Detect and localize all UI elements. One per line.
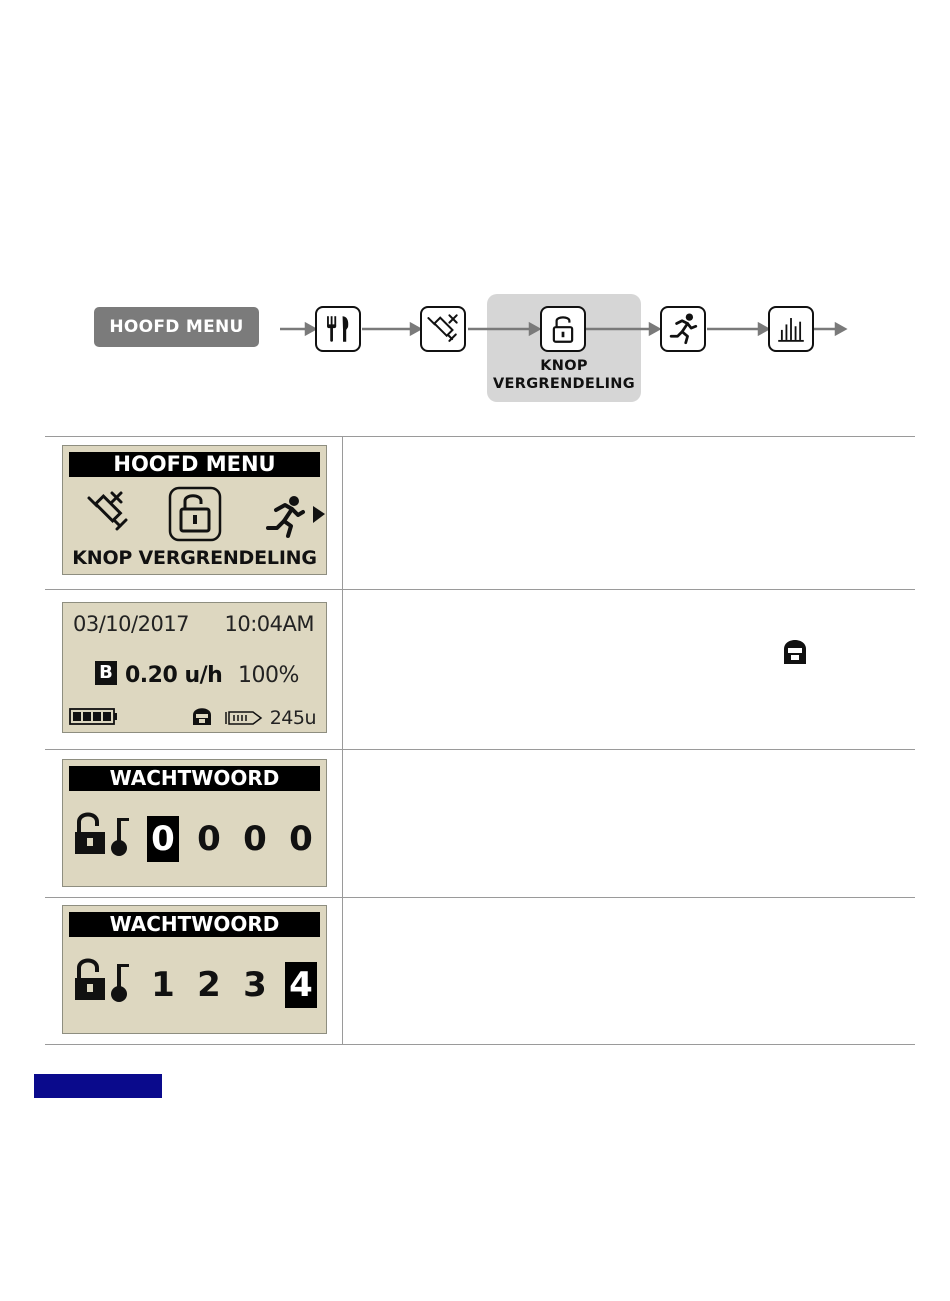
- lcd-rate-value: 0.20 u/h: [125, 663, 223, 688]
- password-digit: 0: [197, 819, 221, 859]
- syringe-cancel-icon: [420, 306, 466, 352]
- navigation-link-bar[interactable]: [34, 1074, 162, 1098]
- bar-chart-icon: [768, 306, 814, 352]
- lcd-percent: 100%: [238, 663, 299, 688]
- key-icon: [111, 964, 129, 1002]
- password-digit: 3: [243, 965, 267, 1005]
- lcd-reservoir: 245u: [269, 707, 316, 729]
- key-icon: [111, 818, 129, 856]
- password-digit-selected: 0: [147, 816, 179, 862]
- password-digit: 0: [243, 819, 267, 859]
- battery-icon: [70, 709, 117, 724]
- lcd-password-done-screen: [62, 905, 327, 1034]
- running-person-icon: [660, 306, 706, 352]
- meal-icon: [315, 306, 361, 352]
- padlock-icon: [540, 306, 586, 352]
- table-row: [45, 897, 915, 1045]
- table-row: [45, 436, 915, 590]
- lcd-title: HOOFD MENU: [69, 452, 320, 477]
- flow-connectors: [0, 0, 950, 420]
- syringe-cancel-icon: [89, 493, 126, 529]
- lcd-title: WACHTWOORD: [69, 912, 320, 937]
- lock-icon: [782, 638, 808, 666]
- lcd-date: 03/10/2017: [73, 612, 190, 636]
- table-row: [45, 749, 915, 898]
- password-digit: 2: [197, 965, 221, 1005]
- lcd-menu-screen: [62, 445, 327, 575]
- password-digit: 1: [151, 965, 175, 1005]
- lock-icon: [193, 708, 211, 725]
- running-person-icon: [268, 496, 303, 536]
- lcd-mode-badge: B: [95, 661, 117, 685]
- lcd-title: WACHTWOORD: [69, 766, 320, 791]
- lcd-caption: KNOP VERGRENDELING: [72, 547, 317, 569]
- lcd-home-screen: [62, 602, 327, 733]
- highlighted-step-label: [487, 357, 641, 393]
- padlock-icon: [170, 488, 220, 540]
- highlighted-step-label-line1: KNOP: [540, 358, 588, 374]
- lcd-password-entry-screen: [62, 759, 327, 887]
- padlock-icon: [75, 961, 105, 1001]
- table-row: [45, 589, 915, 750]
- right-arrow-icon: [313, 506, 325, 523]
- main-menu-pill: HOOFD MENU: [94, 307, 259, 347]
- lcd-time: 10:04AM: [224, 612, 314, 636]
- password-digit-selected: 4: [285, 962, 317, 1008]
- padlock-icon: [75, 815, 105, 855]
- password-digit: 0: [289, 819, 313, 859]
- reservoir-icon: [226, 712, 261, 724]
- highlighted-step-label-line2: VERGRENDELING: [493, 376, 635, 392]
